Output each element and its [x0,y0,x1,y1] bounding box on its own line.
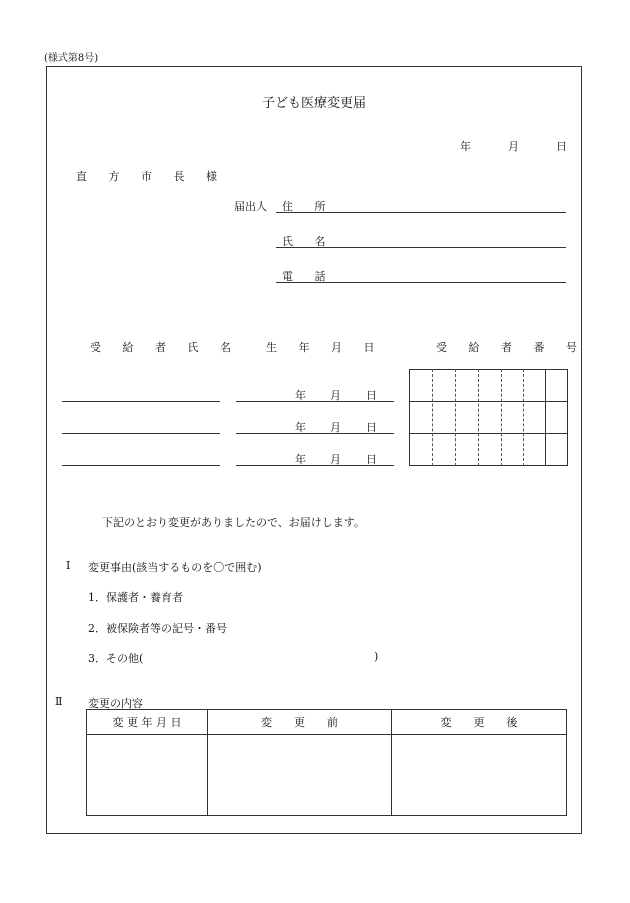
after-change-header: 変 更 後 [392,710,567,735]
section1-heading: 変更事由(該当するものを〇で囲む) [88,561,262,574]
birth-day-label: 日 [366,389,377,402]
grid-digit-divider [523,369,524,466]
recipient-number-header: 受 給 者 番 号 [436,341,586,354]
birth-day-label: 日 [366,453,377,466]
birthdate-field-1[interactable] [236,401,394,402]
date-year-label: 年 [460,140,471,153]
before-change-header: 変 更 前 [208,710,392,735]
grid-digit-divider [455,369,456,466]
birth-month-label: 月 [330,421,341,434]
change-content-table [86,709,567,816]
phone-label: 電 話 [282,270,335,283]
birth-year-label: 年 [295,389,306,402]
birth-month-label: 月 [330,389,341,402]
grid-check-divider [545,369,546,466]
reason-option-other[interactable]: 3．その他( [88,652,144,665]
recipient-name-field-3[interactable] [62,465,220,466]
recipient-name-field-1[interactable] [62,401,220,402]
section2-number: Ⅱ [55,695,63,708]
recipient-name-field-2[interactable] [62,433,220,434]
reason-other-close-paren: ) [374,650,379,663]
after-change-cell[interactable] [392,735,567,816]
section1-number: Ⅰ [66,559,71,572]
before-change-cell[interactable] [208,735,392,816]
reason-option-guardian[interactable]: 1．保護者・養育者 [88,591,183,604]
birth-year-label: 年 [295,421,306,434]
name-label: 氏 名 [282,235,335,248]
date-day-label: 日 [556,140,567,153]
grid-digit-divider [478,369,479,466]
phone-field[interactable] [276,282,566,283]
birthdate-field-2[interactable] [236,433,394,434]
section2-heading: 変更の内容 [88,697,143,710]
page-title: 子ども医療変更届 [262,96,367,111]
reason-option-insurance-number[interactable]: 2．被保険者等の記号・番号 [88,622,227,635]
name-field[interactable] [276,247,566,248]
recipient-name-header: 受 給 者 氏 名 [90,341,240,354]
change-date-header: 変 更 年 月 日 [87,710,208,735]
grid-digit-divider [501,369,502,466]
birth-year-label: 年 [295,453,306,466]
birth-month-label: 月 [330,453,341,466]
change-date-cell[interactable] [87,735,208,816]
date-month-label: 月 [508,140,519,153]
birthdate-header: 生 年 月 日 [266,341,384,354]
birthdate-field-3[interactable] [236,465,394,466]
addressee: 直 方 市 長 様 [76,170,226,183]
address-label: 住 所 [282,200,335,213]
applicant-label: 届出人 [234,200,267,213]
address-field[interactable] [276,212,566,213]
grid-digit-divider [432,369,433,466]
notice-text: 下記のとおり変更がありましたので、お届けします。 [102,516,365,529]
birth-day-label: 日 [366,421,377,434]
form-number: (様式第8号) [44,53,99,64]
